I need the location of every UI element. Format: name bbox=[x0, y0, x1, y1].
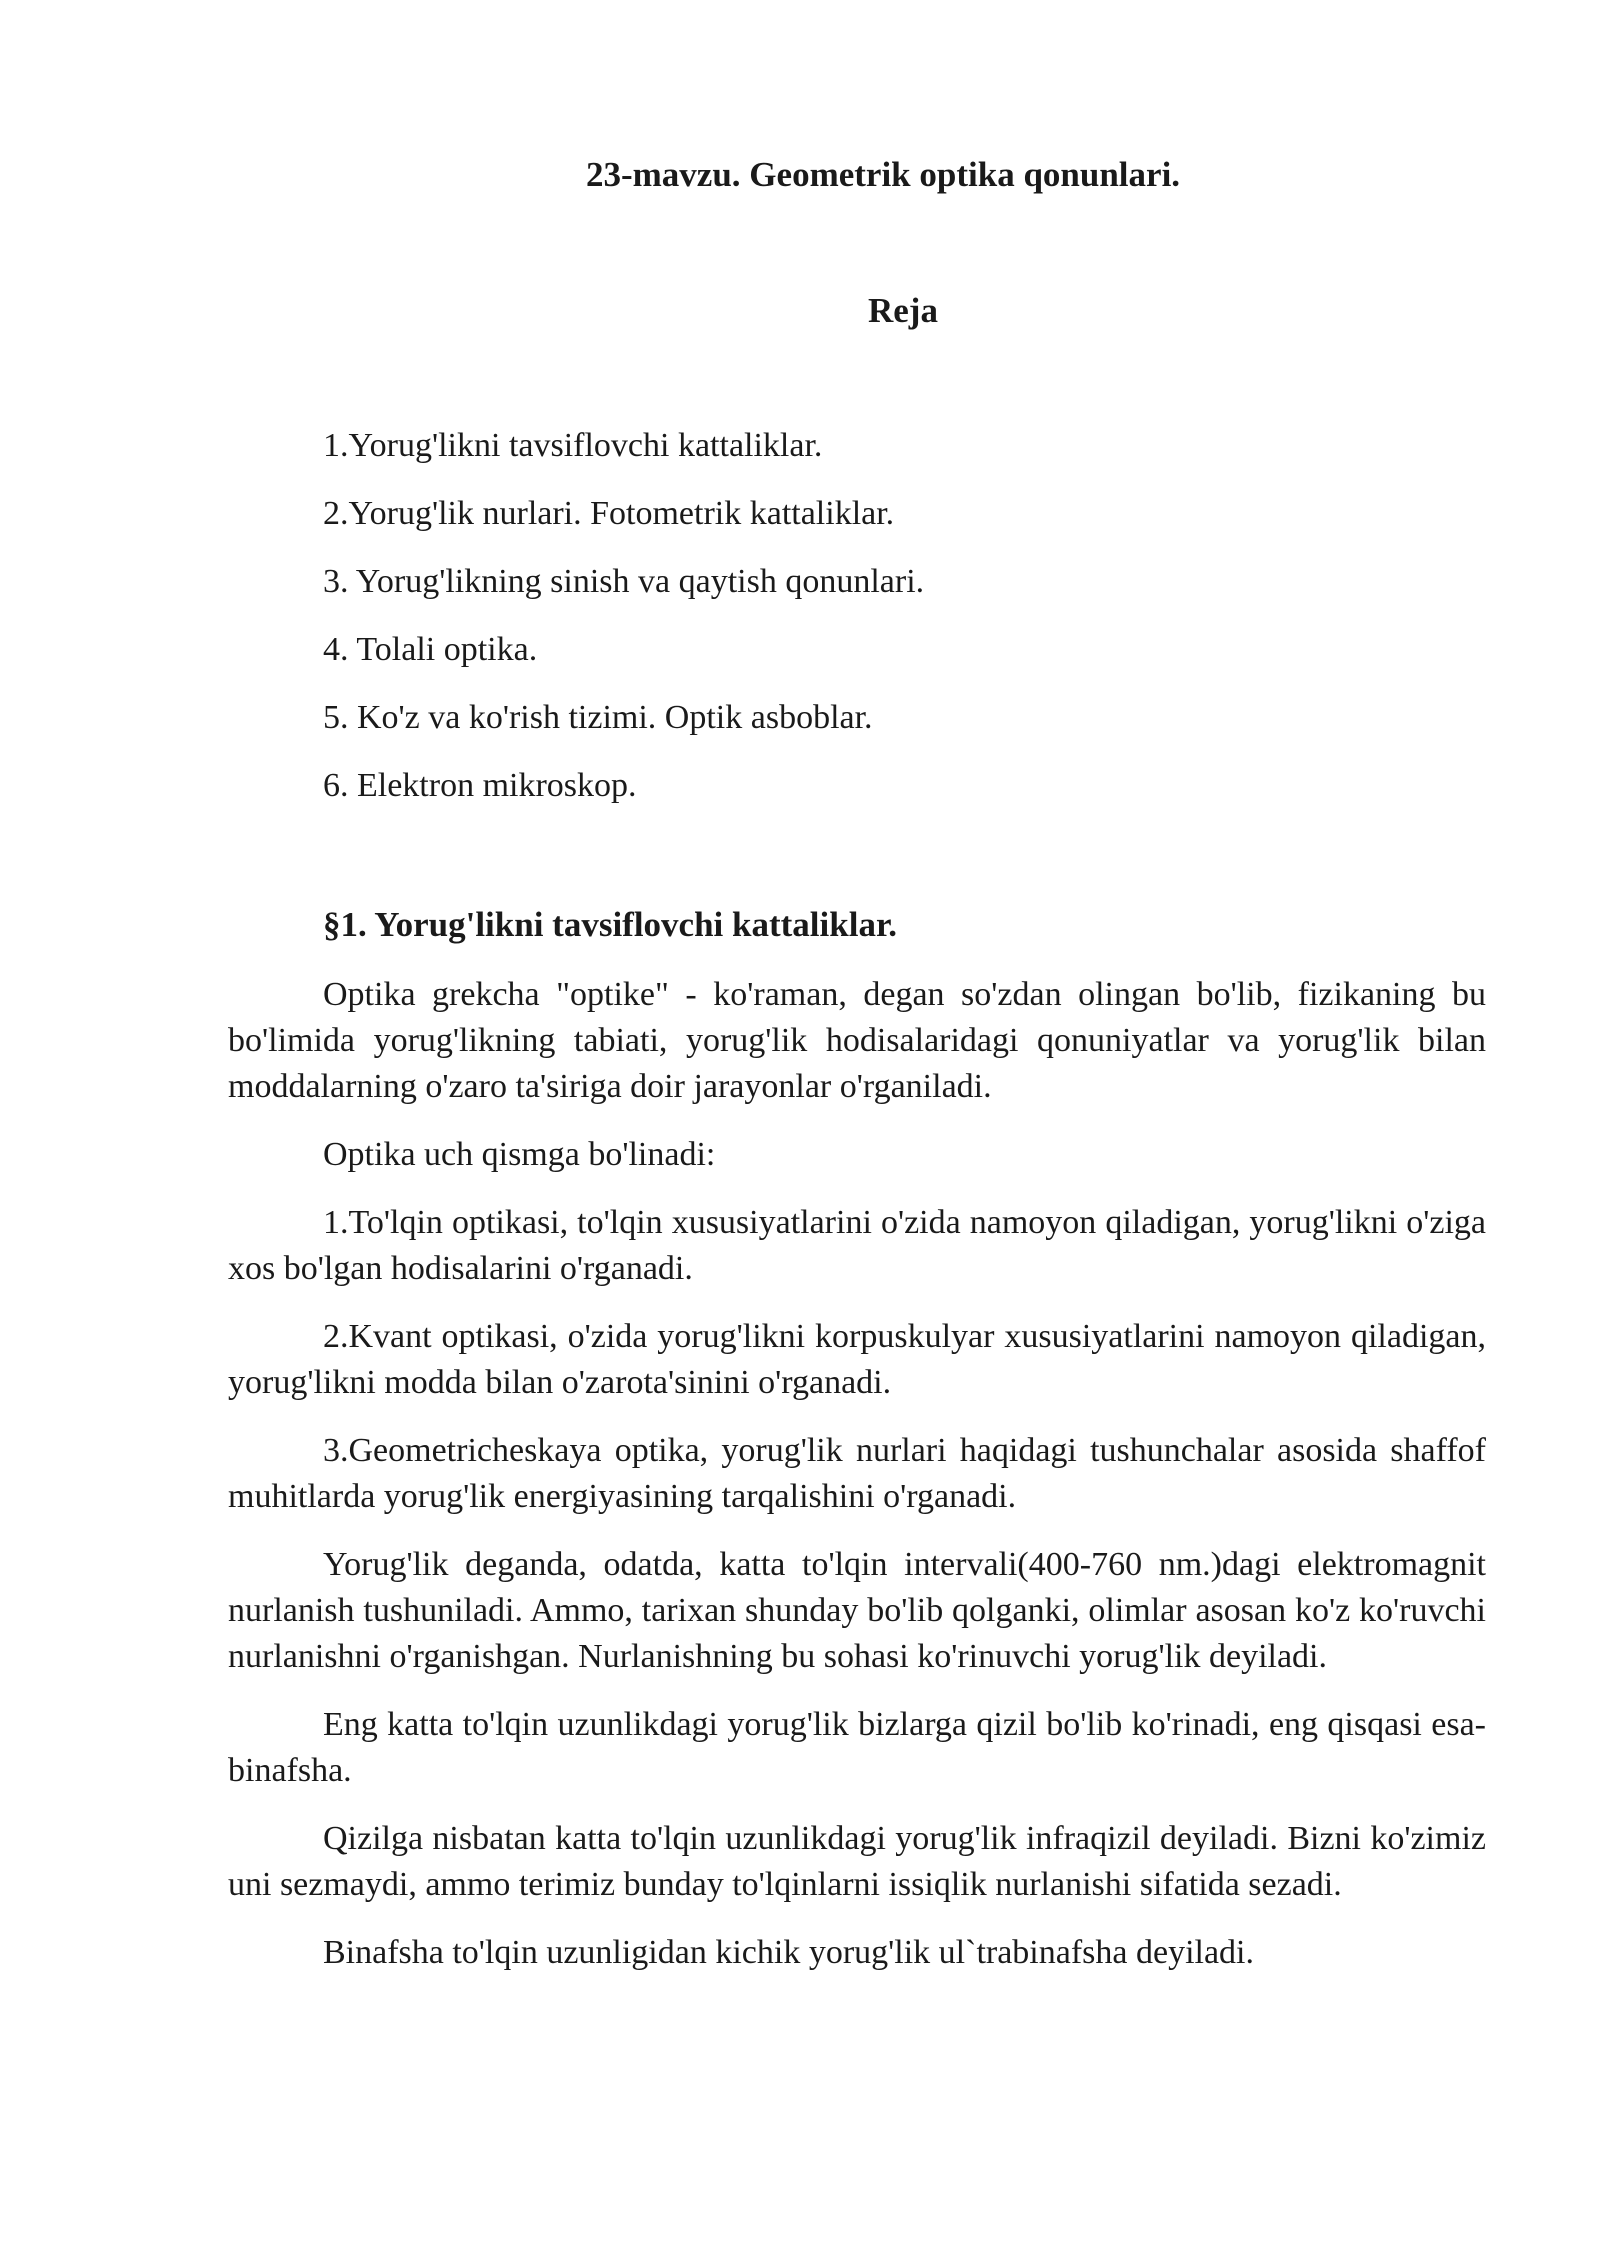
plan-item: 4. Tolali optika. bbox=[323, 631, 538, 668]
paragraph: Optika uch qismga bo'linadi: bbox=[323, 1136, 716, 1173]
plan-item: 6. Elektron mikroskop. bbox=[323, 767, 637, 804]
plan-item: 1.Yorug'likni tavsiflovchi kattaliklar. bbox=[323, 427, 823, 464]
paragraph: 3.Geometricheskaya optika, yorug'lik nurlari haqidagi tushunchalar asosida shaffof muhitlarda yorug'lik energiyasining tarqalishini o'rganadi. bbox=[228, 1432, 1486, 1515]
body-text bbox=[228, 972, 1486, 1998]
plan-item: 5. Ko'z va ko'rish tizimi. Optik asboblar. bbox=[323, 699, 873, 736]
paragraph: Yorug'lik deganda, odatda, katta to'lqin intervali(400-760 nm.)dagi elektromagnit nurlanish tushuniladi. Ammo, tarixan shunday bo'lib qolganki, olimlar asosan ko'z ko'ruvchi nurlanishni o'rganishgan. Nurlanishning bu sohasi ko'rinuvchi yorug'lik deyiladi. bbox=[228, 1546, 1486, 1675]
plan-item: 3. Yorug'likning sinish va qaytish qonunlari. bbox=[323, 563, 925, 600]
paragraph: 2.Kvant optikasi, o'zida yorug'likni korpuskulyar xususiyatlarini namoyon qiladigan, yorug'likni modda bilan o'zarota'sinini o'rganadi. bbox=[228, 1318, 1486, 1401]
document-title: 23-mavzu. Geometrik optika qonunlari. bbox=[586, 155, 1181, 194]
paragraph: Optika grekcha "optike" - ko'raman, degan so'zdan olingan bo'lib, fizikaning bu bo'limida yorug'likning tabiati, yorug'lik hodisalaridagi qonuniyatlar va yorug'lik bilan moddalarning o'zaro ta'siriga doir jarayonlar o'rganiladi. bbox=[228, 976, 1486, 1105]
paragraph: Eng katta to'lqin uzunlikdagi yorug'lik bizlarga qizil bo'lib ko'rinadi, eng qisqasi esa-binafsha. bbox=[228, 1706, 1486, 1789]
plan-heading: Reja bbox=[868, 291, 938, 330]
plan-list bbox=[323, 423, 924, 831]
section-heading: §1. Yorug'likni tavsiflovchi kattaliklar. bbox=[323, 905, 898, 944]
paragraph: Qizilga nisbatan katta to'lqin uzunlikdagi yorug'lik infraqizil deyiladi. Bizni ko'zimiz uni sezmaydi, ammo terimiz bunday to'lqinlarni issiqlik nurlanishi sifatida sezadi. bbox=[228, 1820, 1486, 1903]
plan-item: 2.Yorug'lik nurlari. Fotometrik kattaliklar. bbox=[323, 495, 895, 532]
paragraph: 1.To'lqin optikasi, to'lqin xususiyatlarini o'zida namoyon qiladigan, yorug'likni o'ziga xos bo'lgan hodisalarini o'rganadi. bbox=[228, 1204, 1486, 1287]
paragraph: Binafsha to'lqin uzunligidan kichik yorug'lik ul`trabinafsha deyiladi. bbox=[323, 1934, 1254, 1971]
